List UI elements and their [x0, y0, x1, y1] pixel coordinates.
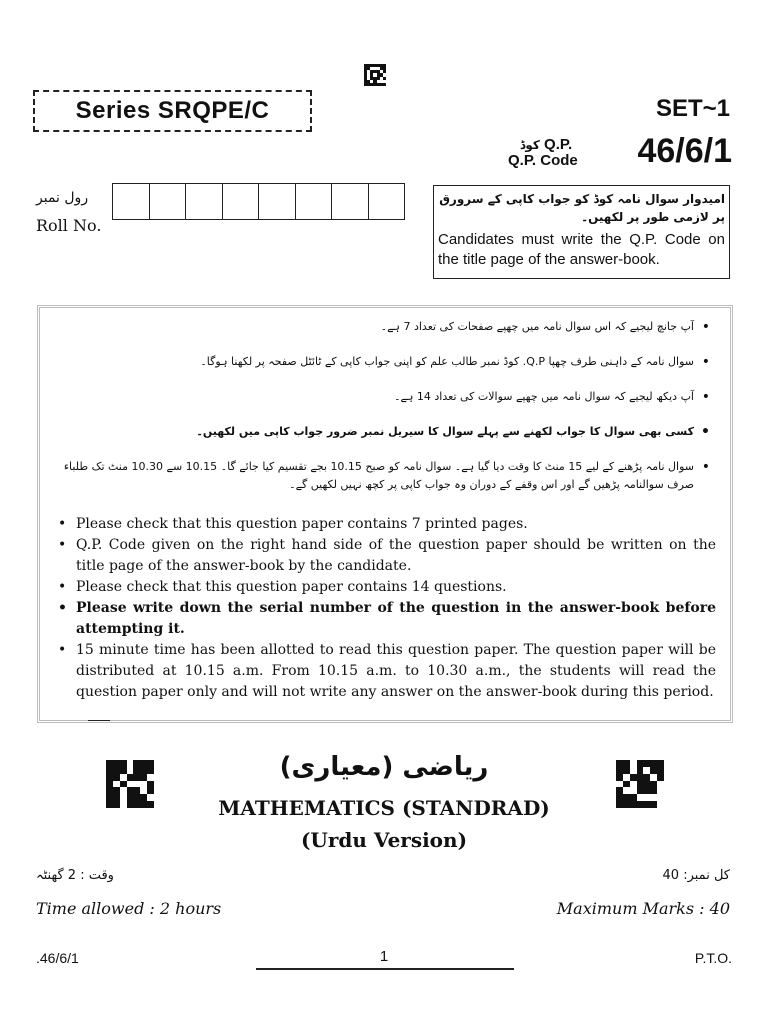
series-box: [33, 90, 312, 132]
instructions-urdu: [54, 318, 716, 494]
qp-urdu-word: کوڈ: [520, 138, 540, 152]
set-label: SET~1: [655, 95, 730, 122]
instruction-urdu-item: • کسی بھی سوال کا جواب لکھنے سے پہلے سوال کا سیریل نمبر ضرور جواب کاپی میں لکھیں۔: [54, 423, 716, 451]
time-allowed: Time allowed : 2 hours: [36, 899, 222, 918]
subject-title: MATHEMATICS (STANDRAD): [218, 796, 550, 820]
max-marks-urdu: کل نمبر: 40: [662, 868, 730, 883]
roll-label: Roll No.: [36, 216, 102, 235]
roll-box[interactable]: [186, 184, 223, 219]
instruction-en-item: • Q.P. Code given on the right hand side of the question paper should be written on the title page of the answer-book by the candidate.: [54, 535, 716, 577]
roll-box[interactable]: [223, 184, 260, 219]
roll-box[interactable]: [259, 184, 296, 219]
roll-box[interactable]: [113, 184, 150, 219]
roll-box[interactable]: [332, 184, 369, 219]
instruction-urdu-item: • سوال نامہ کے داہنی طرف چھپا Q.P. کوڈ نمبر طالب علم کو اپنی جواب کاپی کے ٹائٹل صفحہ پر لکھنا ہوگا۔: [54, 353, 716, 381]
instructions-en: [54, 514, 716, 703]
subject-title-urdu: ریاضی (معیاری): [279, 752, 489, 782]
instruction-en-item: • Please write down the serial number of the question in the answer-book before attempting it.: [54, 598, 716, 640]
instruction-en-item: • 15 minute time has been allotted to read this question paper. The question paper will be distributed at 10.15 a.m. From 10.15 a.m. to 10.30 a.m., the students will read the question paper only and will not write any answer on the answer-book during this period.: [54, 640, 716, 703]
instructions-end-rule: [88, 720, 110, 721]
instructions-box: [37, 305, 733, 723]
roll-box[interactable]: [369, 184, 405, 219]
qp-abbrev: Q.P.: [544, 136, 573, 153]
qp-label-urdu: [520, 136, 572, 153]
roll-box[interactable]: [296, 184, 333, 219]
qr-code-top: [364, 64, 386, 86]
pto-label: P.T.O.: [694, 950, 732, 966]
qp-code-number: 46/6/1: [637, 132, 732, 170]
subject-version: (Urdu Version): [300, 828, 468, 852]
roll-box[interactable]: [150, 184, 187, 219]
series-label: Series SRQPE/C: [75, 97, 270, 124]
instruction-urdu-item: • آپ جانچ لیجیے کہ اس سوال نامہ میں چھپے صفحات کی تعداد 7 ہے۔: [54, 318, 716, 346]
instruction-urdu-item: • آپ دیکھ لیجیے کہ سوال نامہ میں چھپے سوالات کی تعداد 14 ہے۔: [54, 388, 716, 416]
page-number: 1: [379, 948, 389, 965]
roll-number-boxes[interactable]: [112, 183, 405, 220]
candidate-note-urdu: امیدوار سوال نامہ کوڈ کو جواب کاپی کے سرورق پر لازمی طور پر لکھیں۔: [439, 192, 725, 224]
time-allowed-urdu: وقت : 2 گھنٹہ: [36, 868, 114, 883]
roll-label-urdu: رول نمبر: [36, 190, 89, 206]
candidate-note-en: Candidates must write the Q.P. Code on the title page of the answer-book.: [438, 231, 725, 268]
footer-rule: [256, 968, 514, 970]
max-marks: Maximum Marks : 40: [556, 899, 730, 918]
instruction-en-item: • Please check that this question paper contains 7 printed pages.: [54, 514, 716, 535]
qp-code-label: Q.P. Code: [508, 152, 578, 169]
candidate-note-box: [433, 185, 730, 279]
instruction-urdu-item: • سوال نامہ پڑھنے کے لیے 15 منٹ کا وقت دیا گیا ہے۔ سوال نامہ کو صبح 10.15 بجے تقسیم کیا جائے گا۔ 10.15 سے 10.30 منٹ تک طلباء صرف سوالنامہ پڑھیں گے اور اس وقفے کے دوران وہ جواب کاپی پر کچھ نہیں لکھیں گے۔: [54, 458, 716, 494]
instruction-en-item: • Please check that this question paper contains 14 questions.: [54, 577, 716, 598]
footer-code: .46/6/1: [36, 950, 79, 966]
